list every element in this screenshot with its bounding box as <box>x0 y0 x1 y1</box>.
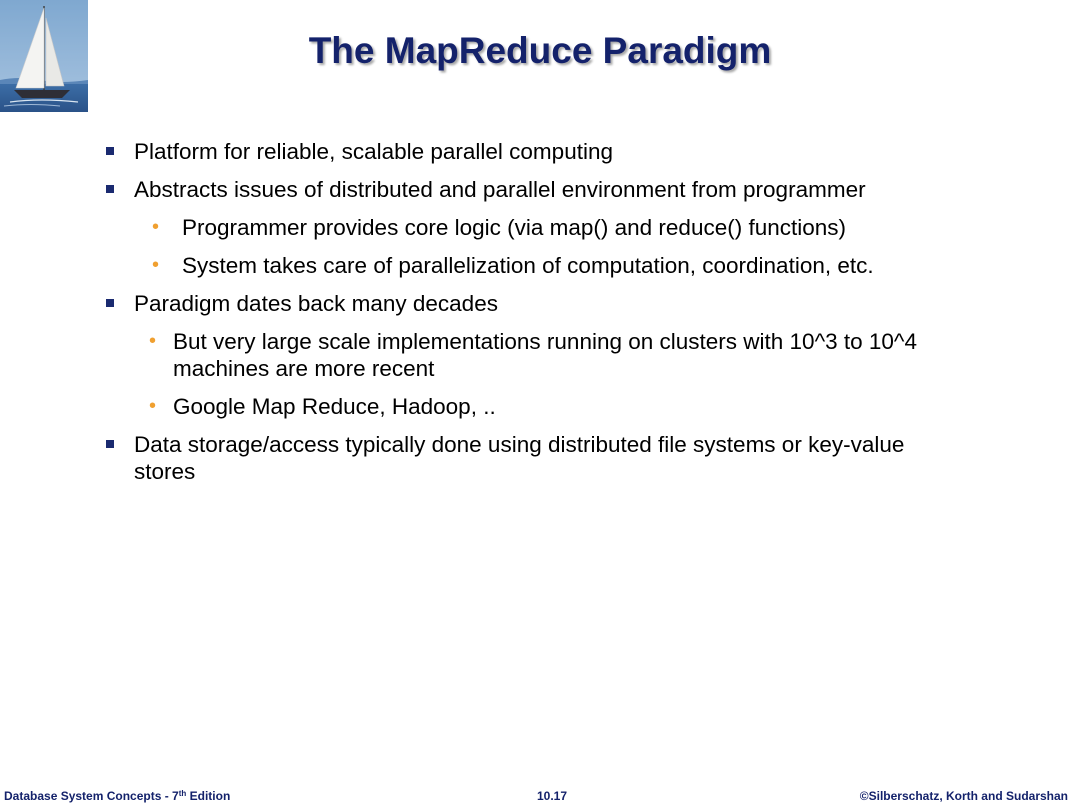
sub-bullet-text: But very large scale implementations running on clusters with 10^3 to 10^4 machines are more recent <box>173 329 918 381</box>
sub-bullet-item <box>96 393 996 420</box>
sub-bullet-item <box>96 328 963 382</box>
dot-bullet-icon: • <box>152 216 160 238</box>
dot-bullet-icon: • <box>149 395 157 417</box>
sub-bullet-text: Programmer provides core logic (via map() and reduce() functions) <box>182 215 847 240</box>
bullet-text: Paradigm dates back many decades <box>134 291 498 316</box>
sub-bullet-text: System takes care of parallelization of computation, coordination, etc. <box>182 253 874 278</box>
square-bullet-icon <box>106 299 114 307</box>
square-bullet-icon <box>106 440 114 448</box>
slide-title: The MapReduce Paradigm <box>308 30 772 71</box>
bullet-text: Data storage/access typically done using distributed file systems or key-value stores <box>134 432 905 484</box>
footer-copyright: ©Silberschatz, Korth and Sudarshan <box>859 789 1068 803</box>
footer-book-prefix: Database System Concepts - 7 <box>4 789 179 803</box>
bullet-item <box>96 431 924 485</box>
sub-bullet-text: Google Map Reduce, Hadoop, .. <box>173 394 496 419</box>
footer-book-title <box>4 789 230 803</box>
bullet-item <box>96 290 996 317</box>
footer-page-number: 10.17 <box>537 789 568 803</box>
square-bullet-icon <box>106 185 114 193</box>
bullet-list <box>96 138 996 496</box>
sub-bullet-item <box>96 252 996 279</box>
dot-bullet-icon: • <box>149 330 157 352</box>
bullet-item <box>96 176 996 203</box>
bullet-text: Abstracts issues of distributed and parallel environment from programmer <box>134 177 866 202</box>
bullet-item <box>96 138 996 165</box>
sub-bullet-item <box>96 214 996 241</box>
footer-book-suffix: Edition <box>186 789 231 803</box>
bullet-text: Platform for reliable, scalable parallel computing <box>134 139 613 164</box>
footer-book-sup: th <box>178 789 187 798</box>
square-bullet-icon <box>106 147 114 155</box>
dot-bullet-icon: • <box>152 254 160 276</box>
